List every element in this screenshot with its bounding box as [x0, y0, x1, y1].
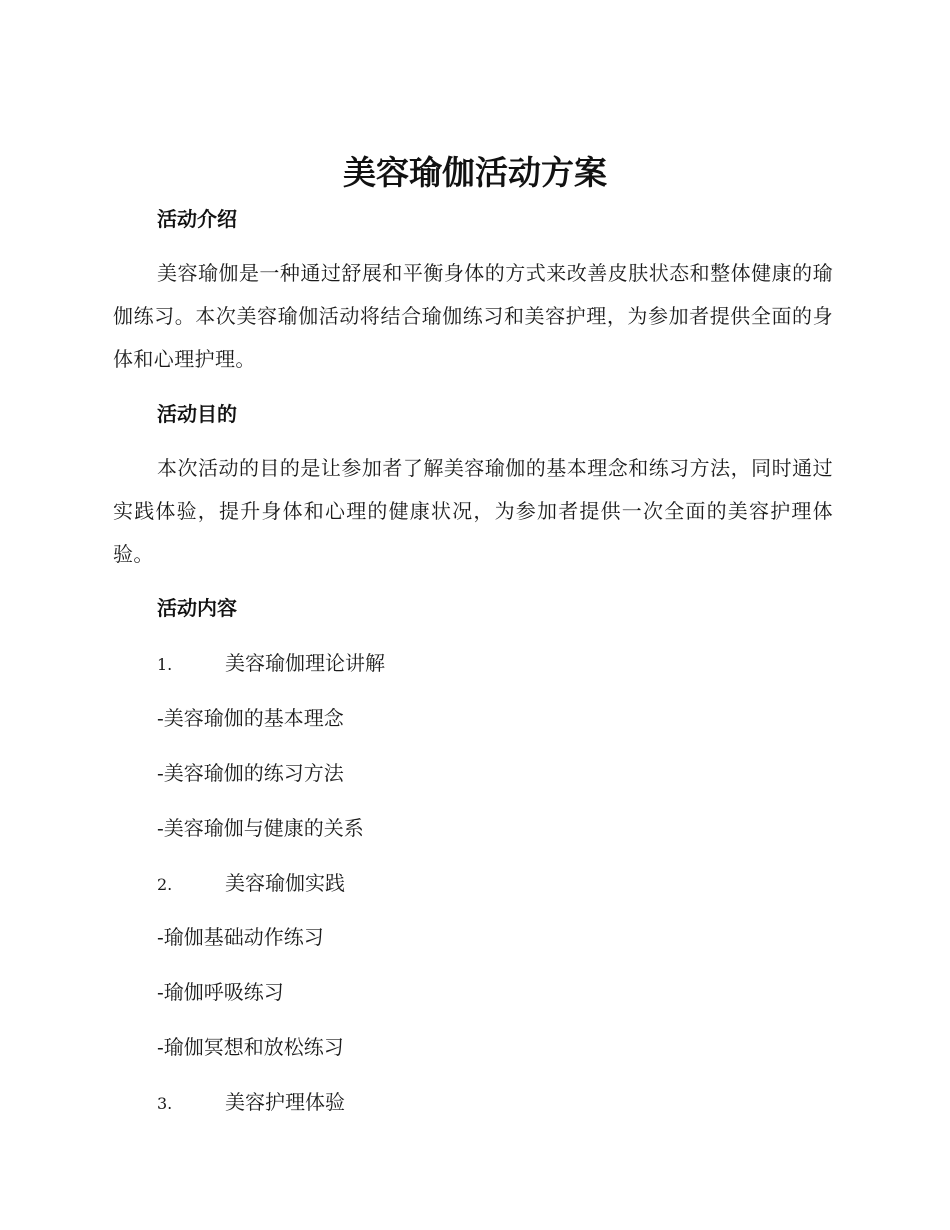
list-subitem: -瑜伽冥想和放松练习	[157, 1035, 344, 1059]
section-heading-intro: 活动介绍	[157, 207, 237, 231]
list-item-title: 美容护理体验	[225, 1090, 345, 1114]
section-heading-purpose: 活动目的	[157, 402, 237, 426]
list-item-number: 3.	[157, 1094, 173, 1113]
list-item-number: 2.	[157, 875, 173, 894]
section-paragraph-purpose: 本次活动的目的是让参加者了解美容瑜伽的基本理念和练习方法，同时通过实践体验，提升身体和心理的健康状况，为参加者提供一次全面的美容护理体验。	[113, 456, 833, 566]
section-heading-content: 活动内容	[157, 596, 237, 620]
list-item-title: 美容瑜伽理论讲解	[225, 651, 385, 675]
list-subitem: -瑜伽呼吸练习	[157, 980, 284, 1004]
document-title: 美容瑜伽活动方案	[343, 153, 607, 192]
list-item-title: 美容瑜伽实践	[225, 871, 345, 895]
list-item	[157, 1087, 345, 1119]
list-subitem: -美容瑜伽的基本理念	[157, 706, 344, 730]
list-subitem: -美容瑜伽与健康的关系	[157, 816, 364, 840]
list-subitem: -瑜伽基础动作练习	[157, 925, 324, 949]
section-paragraph-intro: 美容瑜伽是一种通过舒展和平衡身体的方式来改善皮肤状态和整体健康的瑜伽练习。本次美容瑜伽活动将结合瑜伽练习和美容护理，为参加者提供全面的身体和心理护理。	[113, 261, 833, 371]
list-item-number: 1.	[157, 655, 173, 674]
list-subitem: -美容瑜伽的练习方法	[157, 761, 344, 785]
list-item	[157, 648, 385, 680]
list-item	[157, 868, 345, 900]
